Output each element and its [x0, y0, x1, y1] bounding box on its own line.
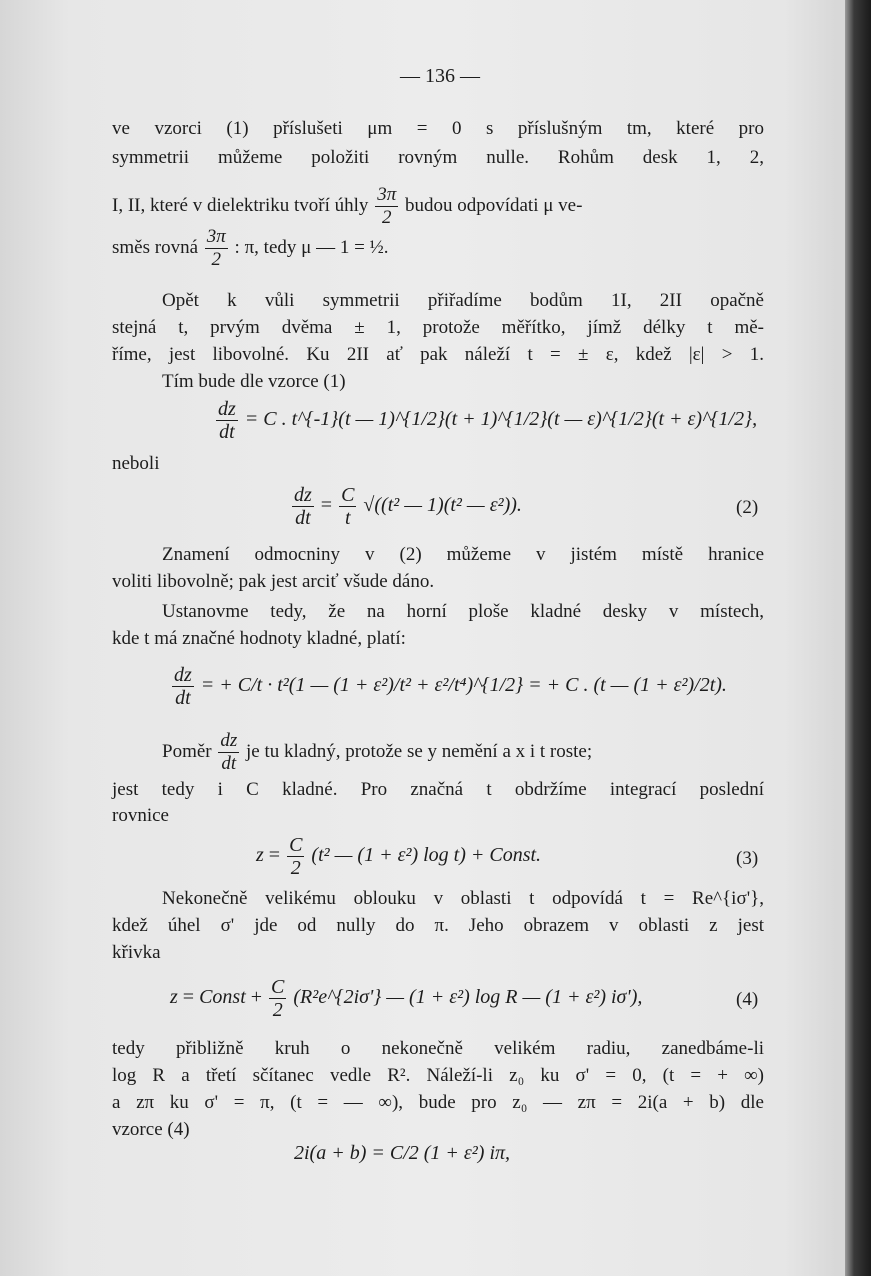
equation-number-2: (2) — [736, 497, 759, 518]
fraction-C-over-t — [339, 484, 356, 529]
book-spine-shadow — [845, 0, 871, 1276]
text-line-7: říme, jest libovolné. Ku 2II ať pak náleží t = ± ε, kdež |ε| > 1. — [112, 344, 764, 365]
equation-expansion-rhs: = + C/t · t²(1 — (1 + ε²)/t² + ε²/t⁴)^{1/2} = + C . (t — (1 + ε²)/2t). — [200, 674, 727, 697]
text-line-10: Znamení odmocniny v (2) můžeme v jistém místě hranice — [162, 544, 764, 565]
fraction-denominator: 2 — [290, 857, 301, 879]
fraction-denominator: 2 — [272, 999, 283, 1021]
text-line-12: Ustanovme tedy, že na horní ploše kladné desky v místech, — [162, 601, 764, 622]
text-line-2: symmetrii můžeme položiti rovným nulle. Rohům desk 1, 2, — [112, 147, 764, 168]
equation-final-text: 2i(a + b) = C/2 (1 + ε²) iπ, — [294, 1142, 511, 1164]
fraction-numerator: dz — [220, 730, 238, 751]
fraction-C-over-2 — [269, 976, 286, 1021]
equation-expansion — [170, 664, 727, 709]
text-line-14a: Poměr — [162, 740, 212, 762]
text-line-14b: je tu kladný, protože se y nemění a x i t roste; — [246, 740, 593, 762]
equation-4-rhs: (R²e^{2iσ'} — (1 + ε²) log R — (1 + ε²) iσ'), — [293, 986, 643, 1009]
text-line-15: jest tedy i C kladné. Pro značná t obdržíme integrací poslední — [112, 779, 764, 800]
fraction-denominator: dt — [219, 421, 235, 443]
text-line-3b: budou odpovídati μ ve- — [404, 194, 583, 216]
fraction-denominator: dt — [295, 507, 311, 529]
text-line-17: Nekonečně velikému oblouku v oblasti t odpovídá t = Re^{iσ'}, — [162, 888, 764, 909]
text-line-9: neboli — [112, 453, 160, 474]
equation-3: z = $\frac{C}{2}$ (t² — (1 + ε²) log t) + Const. — [256, 834, 542, 879]
fraction-dz-dt — [216, 398, 238, 443]
fraction-3pi-over-2 — [375, 184, 398, 229]
page-number: — 136 — — [400, 65, 480, 87]
text-line-22: a zπ ku σ' = π, (t = — ∞), bude pro z₀ — zπ = 2i(a + b) dle — [112, 1092, 764, 1113]
equation-2-rhs: √((t² — 1)(t² — ε²)). — [363, 494, 522, 517]
text-line-8: Tím bude dle vzorce (1) — [162, 371, 346, 392]
text-line-3 — [112, 184, 764, 228]
text-line-16: rovnice — [112, 805, 169, 826]
text-line-19: křivka — [112, 942, 161, 963]
text-line-21: log R a třetí sčítanec vedle R². Náleží-li z₀ ku σ' = 0, (t = + ∞) — [112, 1065, 764, 1086]
equation-4: z = Const + $\frac{C}{2}$ (R²e^{2iσ'} — (1 + ε²) log R — (1 + ε²) iσ'), — [170, 976, 643, 1021]
fraction-C-over-2 — [287, 834, 304, 879]
text-line-13: kde t má značné hodnoty kladné, platí: — [112, 628, 406, 649]
fraction-denominator: dt — [175, 687, 191, 709]
fraction-denominator: 2 — [381, 207, 392, 228]
text-line-4a: směs rovná — [112, 236, 199, 258]
text-line-4 — [112, 226, 764, 270]
text-line-3a: I, II, které v dielektriku tvoří úhly — [112, 194, 369, 216]
equation-3-rhs: (t² — (1 + ε²) log t) + Const. — [311, 844, 542, 867]
equation-number-3: (3) — [736, 848, 759, 869]
text-line-20: tedy přibližně kruh o nekonečně velikém radiu, zanedbáme-li — [112, 1038, 764, 1059]
equation-2: $\frac{dz}{dt}$ = $\frac{C}{t}$ √((t² — 1)(t² — ε²)). — [294, 484, 522, 529]
text-line-23: vzorce (4) — [112, 1119, 190, 1140]
fraction-dz-dt — [218, 730, 239, 775]
fraction-numerator: C — [271, 976, 285, 998]
fraction-3pi-over-2 — [205, 226, 228, 271]
text-line-18: kdež úhel σ' jde od nully do π. Jeho obrazem v oblasti z jest — [112, 915, 764, 936]
fraction-denominator: t — [344, 507, 351, 529]
fraction-numerator: C — [289, 834, 303, 856]
fraction-denominator: dt — [221, 753, 237, 774]
fraction-numerator: dz — [218, 398, 236, 420]
equation-final — [294, 1142, 510, 1165]
text-line-4b: : π, tedy μ — 1 = ½. — [234, 236, 389, 258]
equation-1 — [214, 398, 757, 443]
text-line-11: voliti libovolně; pak jest arciť všude dáno. — [112, 571, 435, 592]
fraction-denominator: 2 — [211, 249, 222, 270]
fraction-numerator: dz — [294, 484, 312, 506]
fraction-numerator: C — [341, 484, 355, 506]
fraction-dz-dt — [292, 484, 314, 529]
text-line-14 — [162, 730, 764, 774]
text-line-1: ve vzorci (1) příslušeti μm = 0 s příslušným tm, které pro — [112, 118, 764, 139]
equation-1-rhs: = C . t^{-1}(t — 1)^{1/2}(t + 1)^{1/2}(t — ε)^{1/2}(t + ε)^{1/2}, — [244, 408, 758, 431]
fraction-numerator: dz — [174, 664, 192, 686]
text-line-5: Opět k vůli symmetrii přiřadíme bodům 1I, 2II opačně — [162, 290, 764, 311]
fraction-numerator: 3π — [377, 184, 397, 205]
fraction-numerator: 3π — [206, 226, 226, 247]
fraction-dz-dt — [172, 664, 194, 709]
text-line-6: stejná t, prvým dvěma ± 1, protože měřítko, jímž délky t mě- — [112, 317, 764, 338]
equation-number-4: (4) — [736, 989, 759, 1010]
